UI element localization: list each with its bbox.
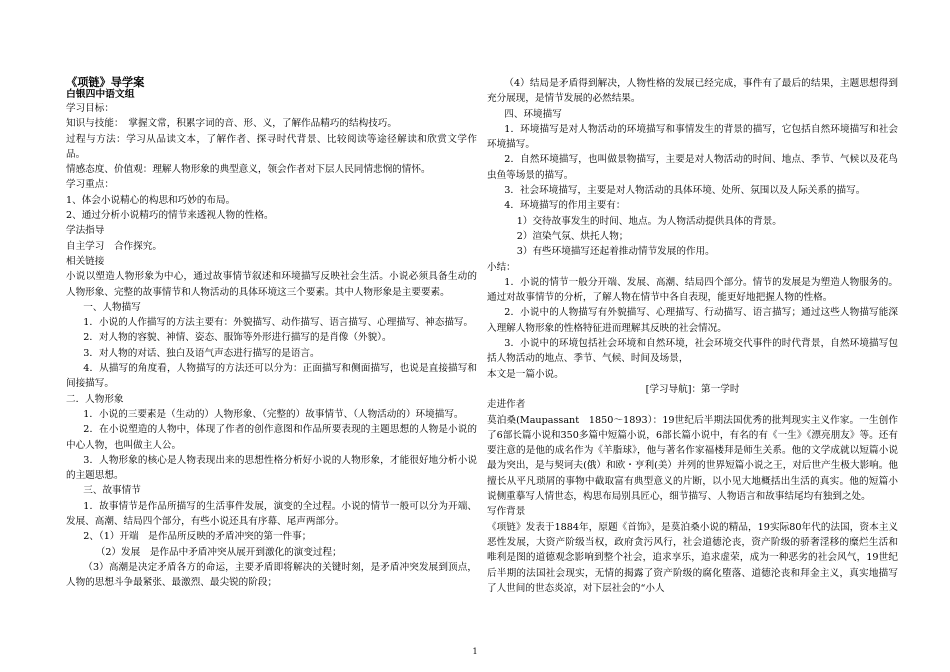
paragraph: 3）有些环境描写还起着推动情节发展的作用。 — [516, 246, 715, 258]
paragraph: 本文是一篇小说。 — [487, 368, 564, 380]
paragraph: 1．小说的三要素是（生动的）人物形象、（完整的）故事情节、（人物活动的）环境描写。 — [83, 408, 464, 420]
section-heading: 三、故事情节 — [83, 485, 141, 497]
paragraph: 3．社会环境描写，主要是对人物活动的具体环境、处所、氛围以及人际关系的描写。 — [504, 185, 866, 197]
paragraph: 小说以塑造人物形象为中心，通过故事情节叙述和环境描写反映社会生活。小说必须具备生动的人物形象、完整的故事情节和人物活动的具体环境这三个要素。其中人物形象是主要要素。 — [66, 271, 477, 298]
paragraph: 4．从描写的角度看，人物描写的方法还可以分为：正面描写和侧面描写，也说是直接描写和间接描写。 — [66, 363, 477, 390]
doc-subtitle: 白银四中语文组 — [66, 89, 135, 100]
paragraph: 4．环境描写的作用主要有： — [504, 200, 626, 212]
paragraph: 学法指导 — [66, 225, 105, 237]
paragraph: 过程与方法：学习从品读文本，了解作者、探寻时代背景、比较阅读等途径解读和欣赏文学作品。 — [66, 133, 477, 160]
paragraph: 1、体会小说精心的构思和巧妙的布局。 — [66, 194, 236, 206]
section-heading: 四、环境描写 — [504, 108, 562, 120]
page-number: 1 — [472, 647, 478, 656]
paragraph: 2．小说中的人物描写有外貌描写、心理描写、行动描写、语言描写；通过这些人物描写能深入理解人物形象的性格特征进而理解其反映的社会情况。 — [487, 307, 898, 334]
paragraph: 2、（1）开端 是作品所反映的矛盾冲突的第一件事； — [83, 531, 312, 543]
paragraph: 2．自然环境描写，也叫做景物描写，主要是对人物活动的时间、地点、季节、气候以及花鸟虫鱼等场景的描写。 — [487, 154, 898, 181]
paragraph: 2．对人物的容貌、神情、姿态、服饰等外形进行描写的是肖像（外貌）。 — [83, 332, 392, 344]
paragraph: 2．在小说塑造的人物中，体现了作者的创作意图和作品所要表现的主题思想的人物是小说的中心人物，也叫做主人公。 — [66, 424, 477, 451]
paragraph: 相关链接 — [66, 255, 105, 267]
doc-title: 《项链》导学案 — [66, 76, 145, 89]
paragraph: 1．小说的情节一般分开端、发展、高潮、结局四个部分。情节的发展是为塑造人物服务的。通过对故事情节的分析，了解人物在情节中各自表现，能更好地把握人物的性格。 — [487, 276, 898, 304]
paragraph: 莫泊桑(Maupassant 1850～1893）：19世纪后半期法国优秀的批判现实主义作家。一生创作了6部长篇小说和350多篇中短篇小说，6部长篇小说中，有名的有《一生》《漂亮朋友》等。还有要注意的是他的成名作为《羊脂球》，他与著名作家福楼拜是师生关系。他的文学成就以短篇小说最为突出，是与契诃夫(俄）和欧・亨利(美）并列的世界短篇小说之王，对后世产生极大影响。他擅长从平凡琐屑的事物中截取富有典型意义的片断，以小见大地概括出生活的真实。他的短篇小说侧重摹写人情世态，构思布局别具匠心，细节描写、人物语言和故事结尾均有独到之处。 — [487, 414, 898, 503]
paragraph: 2）渲染气氛、烘托人物； — [516, 230, 629, 242]
paragraph: 自主学习 合作探究。 — [66, 240, 162, 252]
left-column — [66, 76, 477, 591]
paragraph: 情感态度、价值观：理解人物形象的典型意义，领会作者对下层人民同情悲悯的情怀。 — [66, 164, 431, 176]
section-heading: 走进作者 — [487, 399, 526, 411]
paragraph: 1．环境描写是对人物活动的环境描写和事情发生的背景的描写，它包括自然环境描写和社会环境描写。 — [487, 123, 898, 151]
paragraph: 1．小说的人作描写的方法主要有：外貌描写、动作描写、语言描写、心理描写、神态描写。 — [83, 317, 474, 329]
section-heading: 一、人物描写 — [83, 301, 141, 313]
paragraph: 3．小说中的环境包括社会环境和自然环境，社会环境交代事件的时代背景，自然环境描写包括人物活动的地点、季节、气候、时间及场景， — [487, 338, 898, 365]
paragraph: （4）结局是矛盾得到解决，人物性格的发展已经完成，事件有了最后的结果，主题思想得到充分展现，是情节发展的必然结果。 — [487, 78, 898, 105]
paragraph: 3．人物形象的核心是人物表现出来的思想性格分析好小说的人物形象，才能很好地分析小说的主题思想。 — [66, 454, 477, 482]
paragraph: 1）交待故事发生的时间、地点。为人物活动提供具体的背景。 — [516, 215, 782, 227]
paragraph: 3．对人物的对话、独白及语气声态进行描写的是语言。 — [83, 347, 320, 359]
paragraph: 学习重点： — [66, 179, 114, 191]
paragraph: 学习目标： — [66, 103, 114, 114]
paragraph: 2、通过分析小说精巧的情节来透视人物的性格。 — [66, 210, 274, 222]
paragraph: 《项链》发表于1884年，原题《首饰》，是莫泊桑小说的精品，19实际80年代的法国，资本主义恶性发展，大资产阶级当权，政府贪污风行，社会道德沦丧，资产阶级的骄奢淫移的糜烂生活和唯利是图的道德观念影响到整个社会，追求享乐，追求虚荣，成为一种恶劣的社会风气，19世纪后半期的法国社会现实，无情的揭露了资产阶级的腐化堕落、道德沦丧和拜金主义，真实地描写了人世间的世态炎凉，对下层社会的“小人 — [487, 521, 898, 594]
section-heading: [学习导航]：第一学时 — [645, 383, 740, 395]
right-column — [487, 76, 898, 596]
paragraph: 1．故事情节是作品所描写的生活事件发展，演变的全过程。小说的情节一般可以分为开端、发展、高潮、结局四个部分，有些小说还具有序幕、尾声两部分。 — [66, 500, 477, 528]
paragraph: 小结： — [487, 261, 516, 273]
paragraph: （2）发展 是作品中矛盾冲突从展开到激化的演变过程； — [95, 546, 342, 558]
section-heading: 写作背景 — [487, 506, 526, 518]
paragraph: （3）高潮是决定矛盾各方的命运，主要矛盾即将解决的关键时刻，是矛盾冲突发展到顶点，人物的思想斗争最紧张、最激烈、最尖锐的阶段； — [66, 561, 477, 589]
section-heading: 二．人物形象 — [66, 393, 124, 405]
paragraph: 知识与技能： 掌握文常，积累字词的音、形、义，了解作品精巧的结构技巧。 — [66, 118, 397, 130]
